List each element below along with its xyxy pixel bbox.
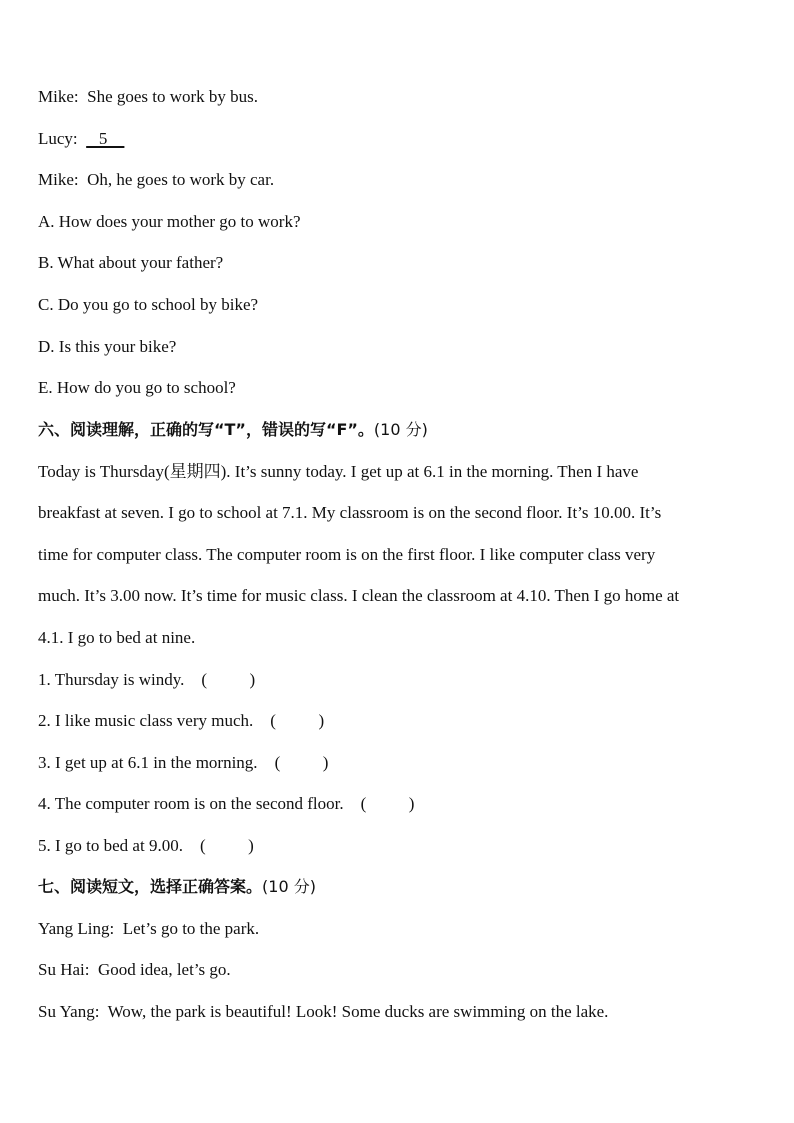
- question-text: 2. I like music class very much.: [38, 711, 254, 730]
- utterance: Let’s go to the park.: [122, 919, 260, 938]
- question-text: 1. Thursday is windy.: [38, 670, 185, 689]
- speaker: Su Hai:: [38, 960, 90, 979]
- section-6-points: (10 分): [373, 420, 428, 439]
- option-e: E. How do you go to school?: [38, 378, 236, 397]
- section-7-heading: [38, 876, 316, 898]
- tf-question: [38, 752, 328, 774]
- utterance: Oh, he goes to work by car.: [87, 170, 275, 189]
- answer-parentheses: ( ): [360, 794, 415, 813]
- answer-parentheses: ( ): [199, 836, 254, 855]
- speaker: Mike:: [38, 170, 79, 189]
- speaker: Mike:: [38, 87, 79, 106]
- question-text: 3. I get up at 6.1 in the morning.: [38, 753, 258, 772]
- answer-blank: 5: [86, 129, 125, 148]
- dialogue-line: [38, 128, 124, 150]
- passage-line: much. It’s 3.00 now. It’s time for music class. I clean the classroom at 4.10. Then I go home at: [38, 586, 680, 605]
- dialogue-line: [38, 959, 231, 981]
- section-7-points: (10 分): [262, 877, 316, 896]
- section-6-title: 六、阅读理解，正确的写“T”，错误的写“F”。: [38, 420, 374, 439]
- answer-parentheses: ( ): [201, 670, 256, 689]
- utterance: Wow, the park is beautiful! Look! Some ducks are swimming on the lake.: [107, 1002, 609, 1021]
- tf-question: [38, 669, 255, 691]
- tf-question: [38, 835, 254, 857]
- tf-question: [38, 710, 324, 732]
- dialogue-line: [38, 86, 258, 108]
- speaker: Yang Ling:: [38, 919, 115, 938]
- section-6-heading: [38, 419, 428, 441]
- dialogue-line: [38, 169, 274, 191]
- utterance: She goes to work by bus.: [87, 87, 259, 106]
- section-7-title: 七、阅读短文，选择正确答案。: [38, 877, 263, 896]
- option-a: A. How does your mother go to work?: [38, 212, 301, 231]
- passage-line: breakfast at seven. I go to school at 7.1. My classroom is on the second floor. It’s 10.00. It’s: [38, 503, 662, 522]
- answer-parentheses: ( ): [274, 753, 329, 772]
- question-text: 4. The computer room is on the second floor.: [38, 794, 344, 813]
- speaker: Su Yang:: [38, 1002, 100, 1021]
- answer-parentheses: ( ): [270, 711, 325, 730]
- passage-line: time for computer class. The computer room is on the first floor. I like computer class very: [38, 545, 656, 564]
- option-b: B. What about your father?: [38, 253, 224, 272]
- dialogue-line: [38, 918, 259, 940]
- passage-line: 4.1. I go to bed at nine.: [38, 628, 196, 647]
- speaker: Lucy:: [38, 129, 78, 148]
- option-c: C. Do you go to school by bike?: [38, 295, 259, 314]
- passage-line: Today is Thursday(星期四). It’s sunny today. I get up at 6.1 in the morning. Then I have: [38, 462, 639, 481]
- tf-question: [38, 793, 414, 815]
- utterance: Good idea, let’s go.: [97, 960, 231, 979]
- question-text: 5. I go to bed at 9.00.: [38, 836, 183, 855]
- dialogue-line: [38, 1001, 608, 1023]
- option-d: D. Is this your bike?: [38, 337, 177, 356]
